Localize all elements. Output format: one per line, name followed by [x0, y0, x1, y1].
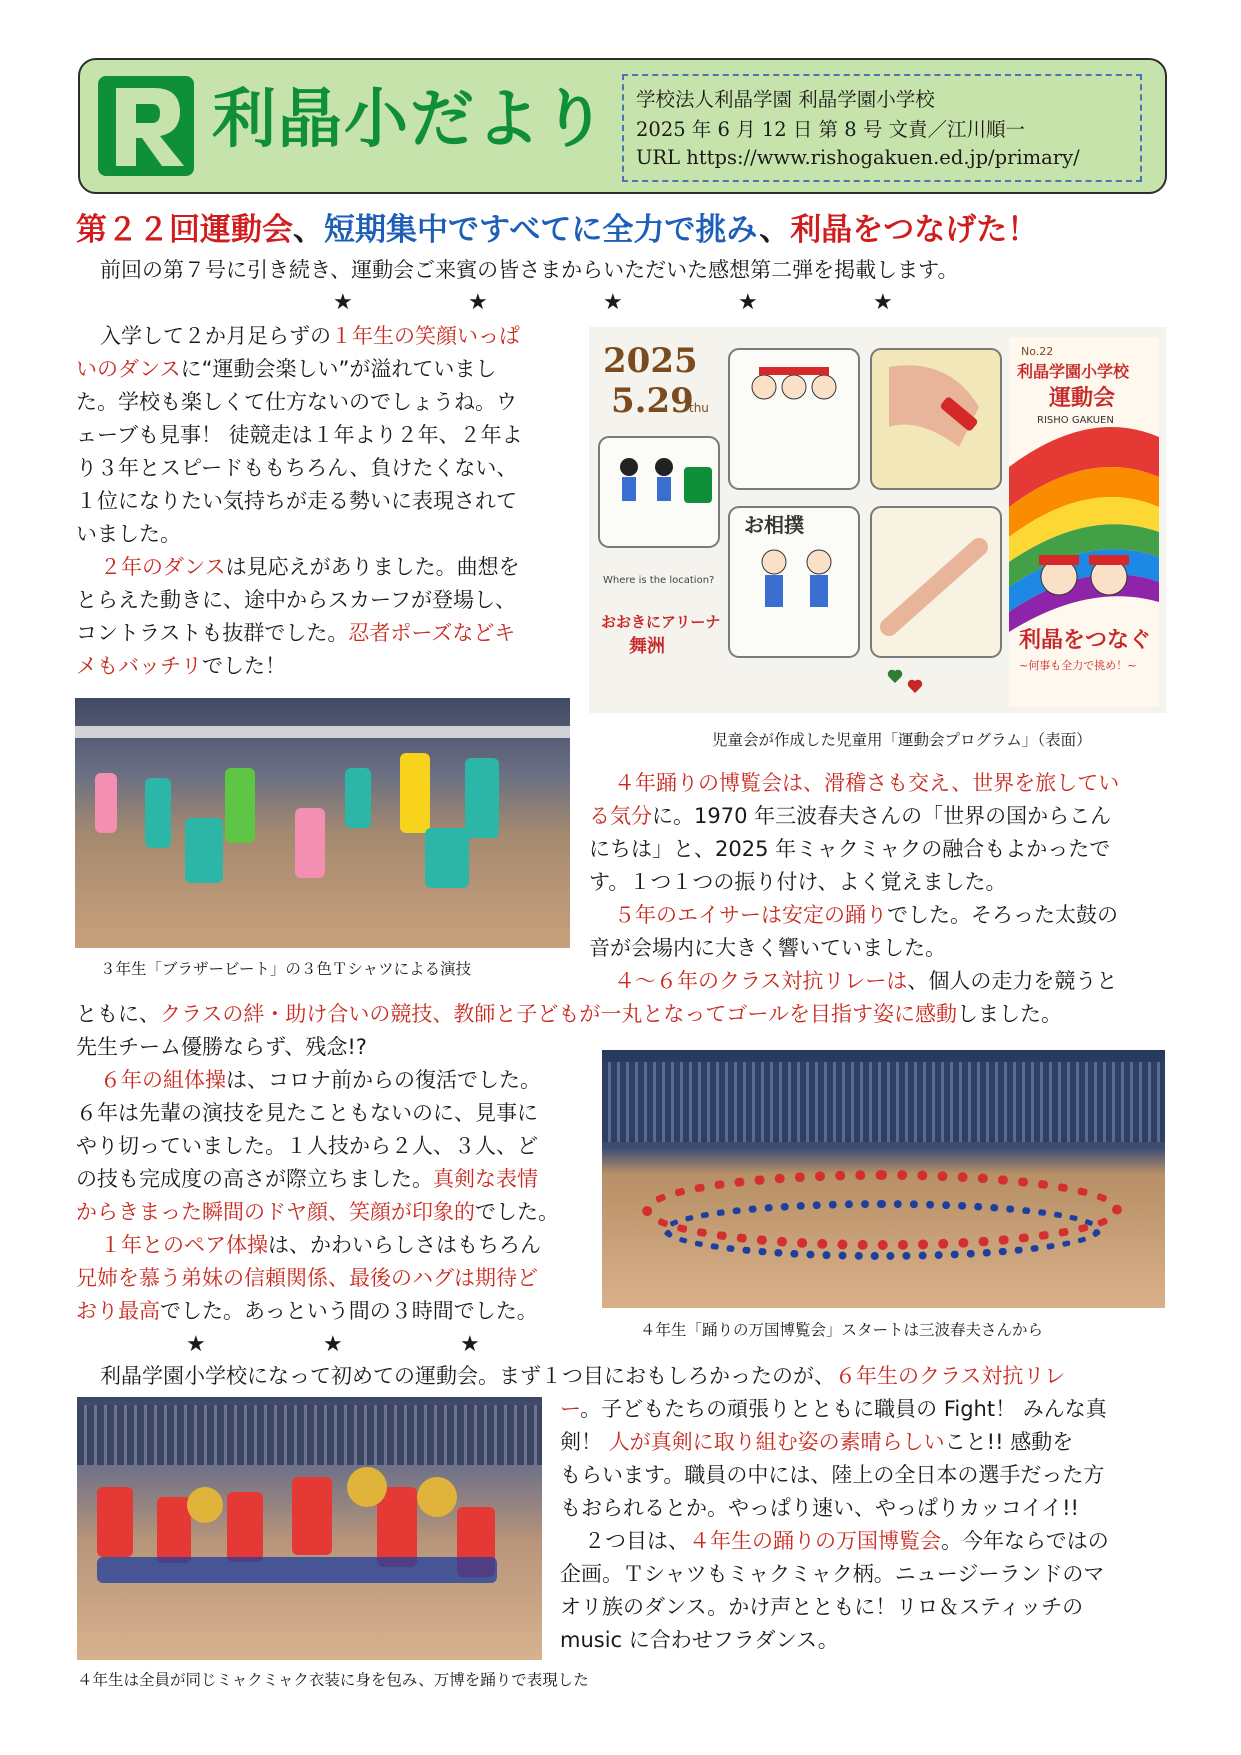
- text-span: しました。: [956, 1002, 1062, 1026]
- star: ★: [333, 290, 353, 315]
- pompom: [417, 1477, 457, 1517]
- text-span: ２つ目は、: [584, 1529, 689, 1553]
- text-line: もらいます。職員の中には、陸上の全日本の選手だった方: [560, 1463, 1105, 1487]
- intro-text: 前回の第７号に引き続き、運動会ご来賓の皆さまからいただいた感想第二弾を掲載します。: [100, 258, 959, 282]
- program-caption: 児童会が作成した児童用「運動会プログラム」（表面）: [712, 731, 1092, 749]
- third-grade-dance-photo: [75, 698, 570, 948]
- dancer: [145, 778, 171, 848]
- text-line: 先生チーム優勝ならず、残念!?: [76, 1035, 367, 1059]
- text-line: ェーブも見事！ 徒競走は１年より２年、２年よ: [76, 423, 523, 447]
- dancer: [345, 768, 371, 828]
- program-where: Where is the location?: [603, 575, 715, 586]
- text-span: こと!! 感動を: [944, 1430, 1074, 1454]
- text-line: り３年とスピードももちろん、負けたくない、: [76, 456, 518, 480]
- highlight-text: ４年生の踊りの万国博覧会: [689, 1529, 941, 1553]
- highlight-text: １年とのペア体操: [100, 1233, 268, 1257]
- star: ★: [186, 1332, 206, 1357]
- text-line: た。学校も楽しくて仕方ないのでしょうね。ウ: [76, 390, 517, 414]
- highlight-text: メもバッチリ: [76, 654, 202, 678]
- dancer: [157, 1497, 191, 1563]
- program-illustration: [589, 327, 1166, 713]
- highlight-text: ２年のダンス: [100, 555, 226, 579]
- dancer: [400, 753, 430, 833]
- text-span: 、個人の走力を競うと: [907, 969, 1118, 993]
- text-line: す。１つ１つの振り付け、よく覚えました。: [589, 870, 1007, 894]
- pompom: [187, 1487, 223, 1523]
- dancer: [225, 768, 255, 843]
- program-event: 運動会: [1049, 386, 1116, 411]
- highlight-text: １年生の笑顔いっぱ: [331, 324, 520, 348]
- school-logo-r-icon: [98, 76, 194, 176]
- pompom-dance-photo: [77, 1397, 542, 1660]
- highlight-text: クラスの絆・助け合いの競技、教師と子どもが一丸となってゴールを目指す姿に感動: [160, 1002, 957, 1026]
- headline-part3: 利晶をつなげた！: [790, 212, 1039, 248]
- highlight-text: おり最高: [76, 1299, 160, 1323]
- highlight-text: 人が真剣に取り組む姿の素晴らしい: [608, 1430, 945, 1454]
- fourth-grade-expo-photo: [602, 1050, 1165, 1308]
- highlight-text: 兄姉を慕う弟妹の信頼関係、最後のハグは期待ど: [76, 1266, 538, 1290]
- dancer: [97, 1487, 133, 1557]
- headline: [76, 204, 1038, 249]
- headline-part1: 第２２回運動会: [76, 212, 293, 248]
- full-width-line: [76, 998, 1062, 1031]
- text-line: とらえた動きに、途中からスカーフが登場し、: [76, 588, 516, 612]
- newsletter-title: 利晶小だより: [212, 83, 608, 157]
- pompom: [347, 1467, 387, 1507]
- text-span: でした！: [202, 654, 286, 678]
- star: ★: [873, 290, 893, 315]
- dancer-shorts: [97, 1557, 497, 1583]
- program-english: RISHO GAKUEN: [1037, 415, 1114, 426]
- highlight-text: ６年の組体操: [100, 1068, 226, 1092]
- text-line: １位になりたい気持ちが走る勢いに表現されて: [76, 489, 517, 513]
- text-span: 剣！: [560, 1430, 609, 1454]
- highlight-text: ６年生のクラス対抗リレ: [835, 1364, 1066, 1388]
- text-span: ともに、: [76, 1002, 160, 1026]
- text-line: にちは」と、2025 年ミャクミャクの融合もよかったで: [589, 837, 1111, 861]
- photo3-caption: ４年生「踊りの万国博覧会」スタートは三波春夫さんから: [640, 1321, 1044, 1339]
- program-slogan: 利晶をつなぐ: [1019, 628, 1152, 653]
- text-span: は、コロナ前からの復活でした。: [226, 1068, 541, 1092]
- highlight-text: いのダンス: [76, 357, 181, 381]
- text-span: コントラストも抜群でした。: [76, 621, 349, 645]
- text-line: オリ族のダンス。かけ声とともに！リロ＆スティッチの: [560, 1595, 1084, 1619]
- program-arena: おおきにアリーナ: [601, 613, 721, 631]
- dancer: [227, 1492, 263, 1562]
- text-span: 入学して２か月足らずの: [100, 324, 331, 348]
- audience-stands: [77, 1405, 542, 1465]
- text-line: music に合わせフラダンス。: [560, 1628, 839, 1652]
- highlight-text: ４年踊りの博覧会は、滑稽さも交え、世界を旅してい: [614, 771, 1120, 795]
- text-line: 音が会場内に大きく響いていました。: [589, 936, 946, 960]
- dancer: [425, 828, 469, 888]
- program-date-day: 5.29: [611, 381, 694, 421]
- program-edition: No.22: [1021, 345, 1054, 358]
- audience-stands: [602, 1062, 1165, 1142]
- photo1-caption: ３年生「ブラザービート」の３色Ｔシャツによる演技: [100, 960, 472, 978]
- text-span: に“運動会楽しい”が溢れていまし: [180, 357, 497, 381]
- banner: [75, 726, 570, 738]
- text-span: でした。そろった太鼓の: [887, 903, 1118, 927]
- program-slogan-sub: ~何事も全力で挑め！~: [1019, 659, 1137, 672]
- dancer: [465, 758, 499, 838]
- photo4-caption: ４年生は全員が同じミャクミャク衣装に身を包み、万博を踊りで表現した: [77, 1671, 589, 1689]
- text-line: [76, 1262, 538, 1295]
- issue-info: 2025 年 6 月 12 日 第 8 号 文責／江川順一: [636, 118, 1026, 141]
- highlight-text: からきまった瞬間のドヤ顔、笑顔が印象的: [76, 1200, 475, 1224]
- text-span: は見応えがありました。曲想を: [225, 555, 520, 579]
- star: ★: [738, 290, 758, 315]
- text-line: ６年は先輩の演技を見たこともないのに、見事に: [76, 1101, 538, 1125]
- dancer: [185, 818, 223, 883]
- program-cover-image: [589, 327, 1166, 713]
- program-arena-2: 舞洲: [629, 636, 665, 657]
- text-line: いました。: [76, 522, 181, 546]
- publication-info-box: [622, 74, 1142, 182]
- headline-sep: 、: [293, 212, 324, 248]
- school-name: 学校法人利晶学園 利晶学園小学校: [636, 88, 935, 111]
- program-sumo: お相撲: [744, 513, 804, 537]
- text-span: の技も完成度の高さが際立ちました。: [76, 1167, 433, 1191]
- program-date-year: 2025: [603, 341, 698, 381]
- star: ★: [460, 1332, 480, 1357]
- dancer: [292, 1477, 332, 1555]
- highlight-text: 忍者ポーズなどキ: [348, 621, 516, 645]
- text-span: でした。あっという間の３時間でした。: [160, 1299, 538, 1323]
- highlight-text: る気分: [589, 804, 652, 828]
- text-line: もおられるとか。やっぱり速い、やっぱりカッコイイ!!: [560, 1496, 1079, 1520]
- dancer-circle-inner: [662, 1200, 1102, 1260]
- dancer: [95, 773, 117, 833]
- highlight-text: ４～６年のクラス対抗リレーは: [614, 969, 908, 993]
- headline-sep2: 、: [759, 212, 791, 248]
- text-span: 。子どもたちの頑張りとともに職員の Fight！ みんな真: [580, 1397, 1107, 1421]
- star: ★: [603, 290, 623, 315]
- text-span: 。今年ならではの: [941, 1529, 1109, 1553]
- dancer: [295, 808, 325, 878]
- star: ★: [468, 290, 488, 315]
- highlight-text: ５年のエイサーは安定の踊り: [614, 903, 887, 927]
- program-school: 利晶学園小学校: [1017, 362, 1130, 381]
- highlight-text: 真剣な表情: [433, 1167, 538, 1191]
- school-url-link[interactable]: URL https://www.rishogakuen.ed.jp/primary/: [636, 146, 1080, 169]
- text-line: 企画。Ｔシャツもミャクミャク柄。ニュージーランドのマ: [560, 1562, 1105, 1586]
- text-span: に。1970 年三波春夫さんの「世界の国からこん: [652, 804, 1112, 828]
- program-date-suffix: thu: [689, 401, 709, 415]
- text-line: やり切っていました。１人技から２人、３人、ど: [76, 1134, 538, 1158]
- text-span: でした。: [475, 1200, 559, 1224]
- highlight-text: ー: [560, 1397, 581, 1421]
- text-span: 利晶学園小学校になって初めての運動会。まず１つ目におもしろかったのが、: [100, 1364, 835, 1388]
- text-span: は、かわいらしさはもちろん: [268, 1233, 541, 1257]
- headline-part2: 短期集中ですべてに全力で挑み: [324, 212, 760, 248]
- star: ★: [323, 1332, 343, 1357]
